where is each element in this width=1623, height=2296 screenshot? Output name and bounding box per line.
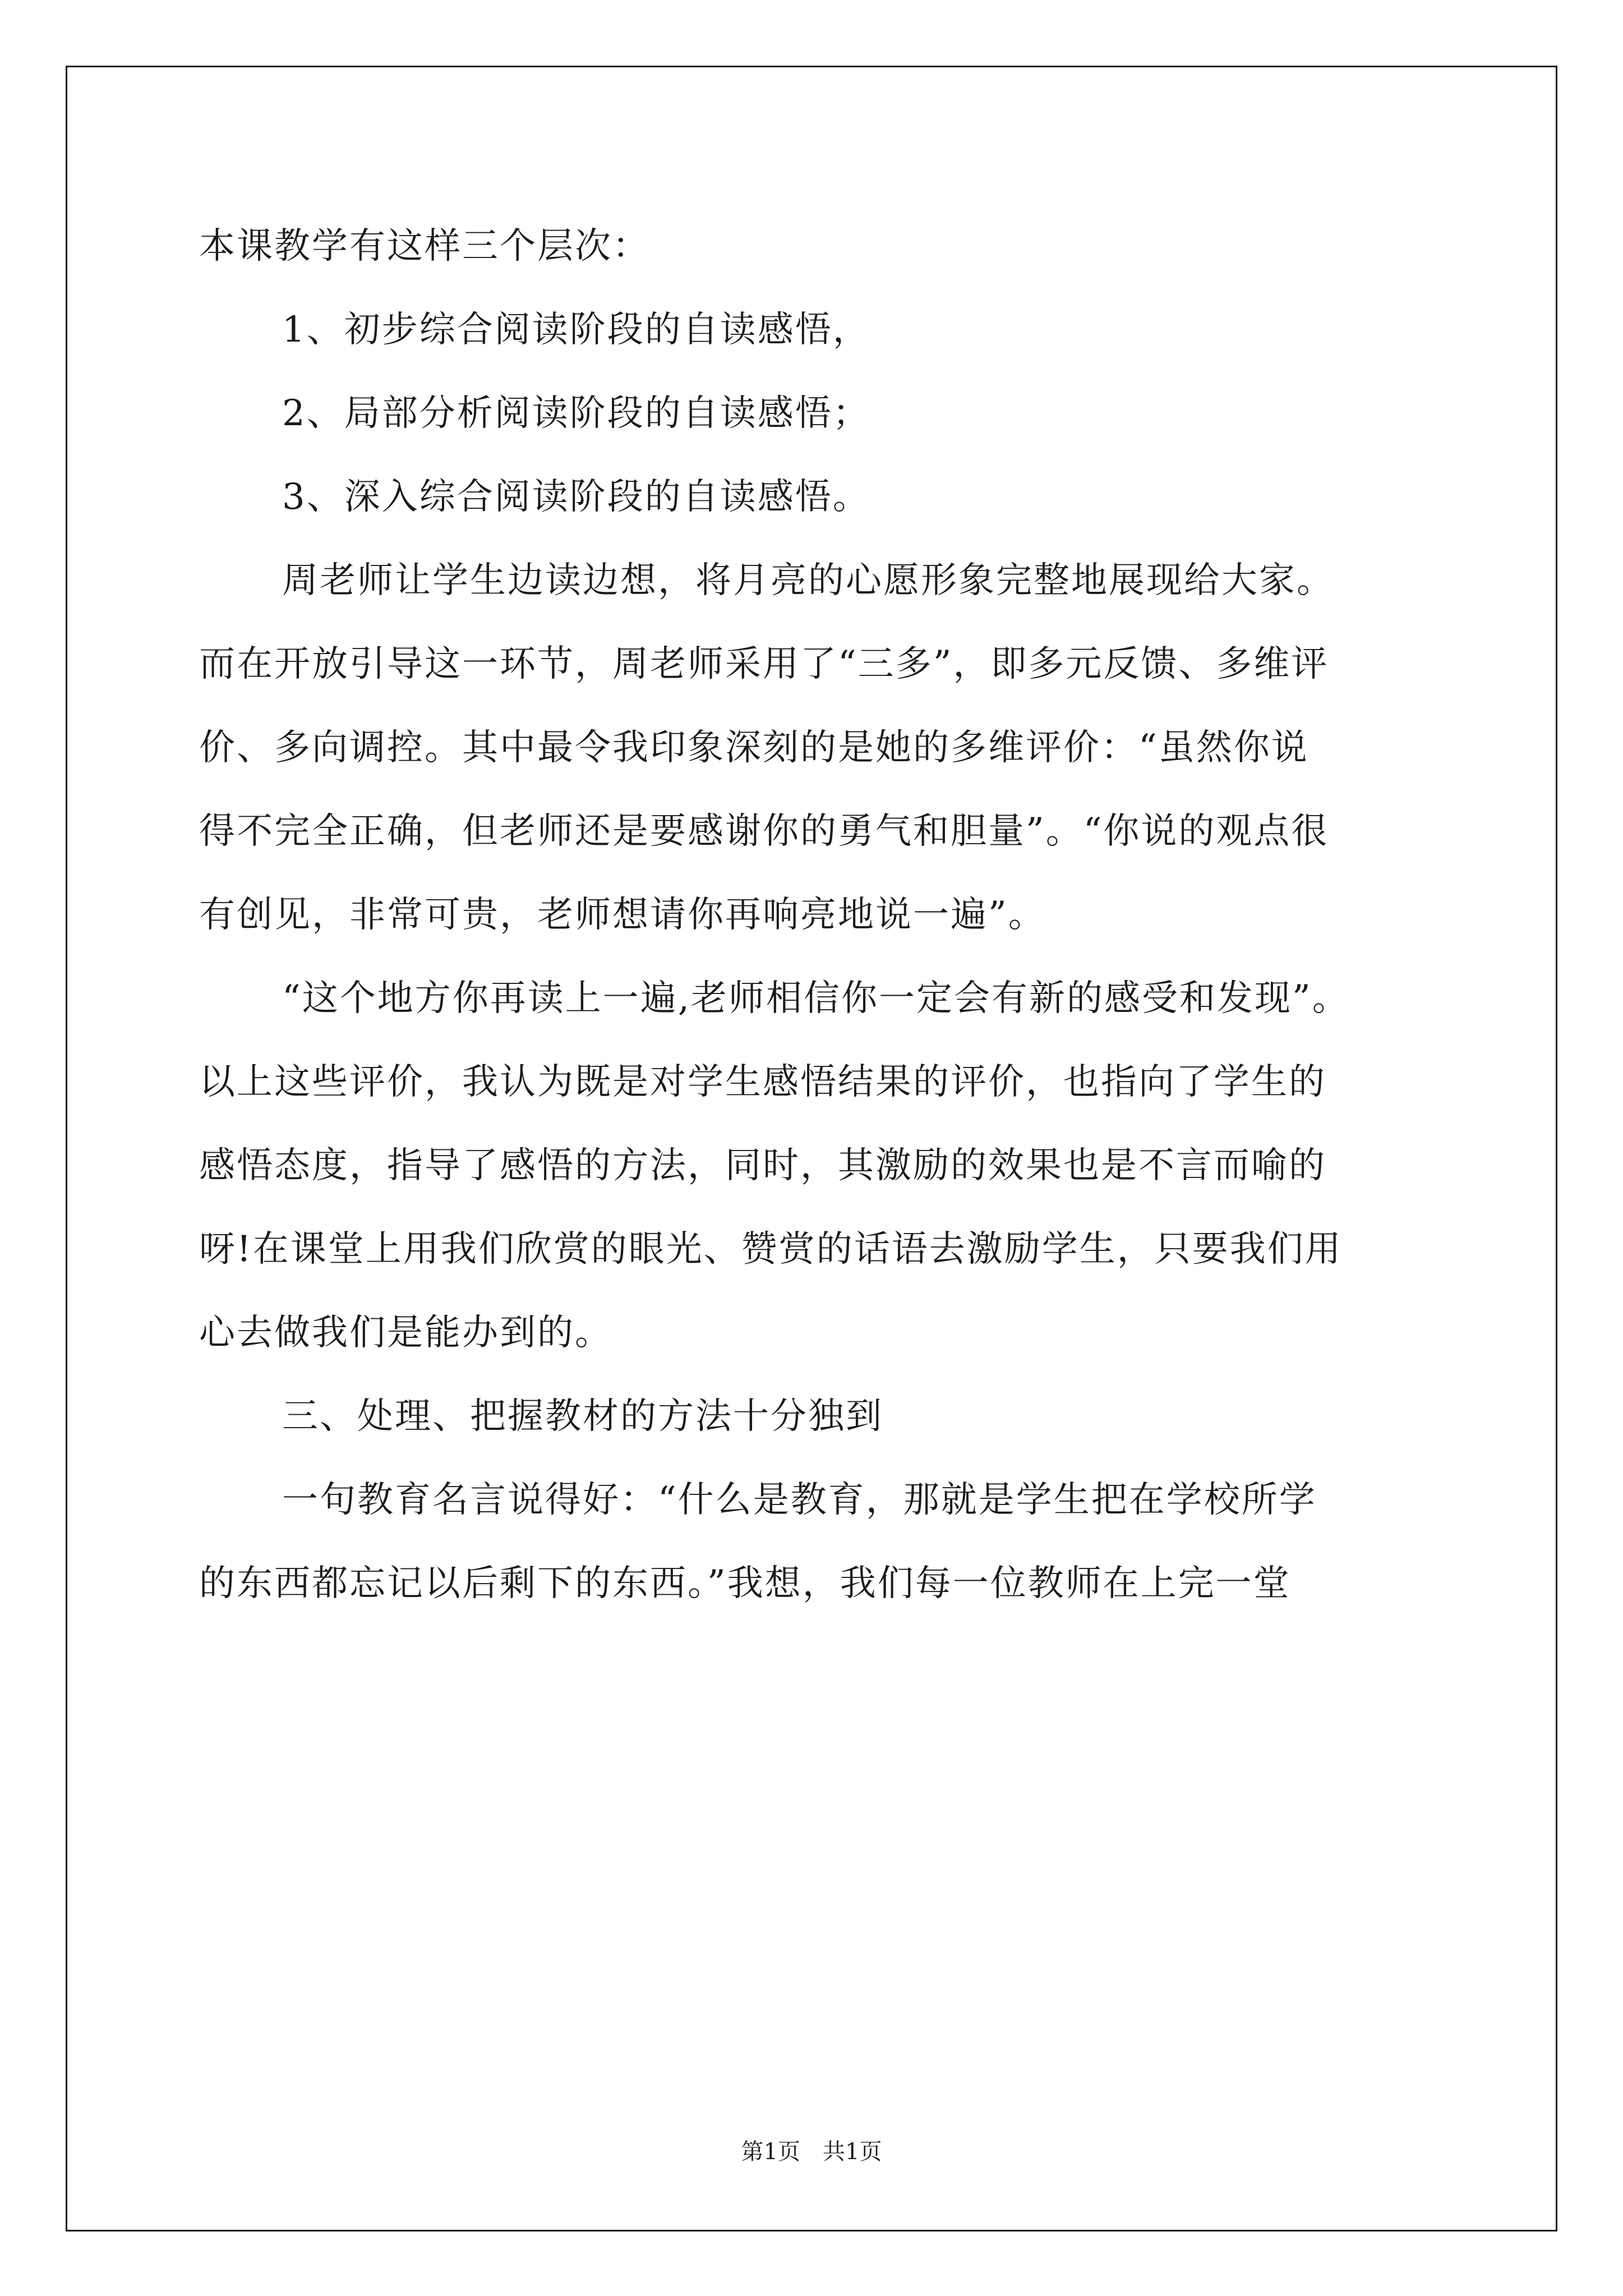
paragraph-line: 一句教育名言说得好：“什么是教育，那就是学生把在学校所学 bbox=[282, 1479, 1317, 1521]
paragraph-line: 心去做我们是能办到的。 bbox=[199, 1312, 612, 1354]
paragraph-line: 2、局部分析阅读阶段的自读感悟； bbox=[282, 393, 870, 434]
document-body bbox=[199, 205, 1455, 1626]
paragraph-line: 而在开放引导这一环节，周老师采用了“三多”，即多元反馈、多维评 bbox=[199, 643, 1329, 685]
page-number: 第1页 共1页 bbox=[741, 2139, 882, 2165]
paragraph-line: 本课教学有这样三个层次： bbox=[199, 226, 650, 267]
paragraph-line: 的东西都忘记以后剩下的东西。”我想，我们每一位教师在上完一堂 bbox=[199, 1563, 1291, 1604]
paragraph-line: 有创见，非常可贵，老师想请你再响亮地说一遍”。 bbox=[199, 894, 1046, 936]
paragraph-line: 以上这些评价，我认为既是对学生感悟结果的评价，也指向了学生的 bbox=[199, 1061, 1326, 1103]
paragraph-line: 感悟态度，指导了感悟的方法，同时，其激励的效果也是不言而喻的 bbox=[199, 1145, 1326, 1186]
paragraph-line: 得不完全正确，但老师还是要感谢你的勇气和胆量”。“你说的观点很 bbox=[199, 811, 1329, 852]
paragraph-line: 1、初步综合阅读阶段的自读感悟， bbox=[282, 309, 870, 351]
paragraph-line: 周老师让学生边读边想，将月亮的心愿形象完整地展现给大家。 bbox=[282, 560, 1334, 601]
paragraph-line: 价、多向调控。其中最令我印象深刻的是她的多维评价：“虽然你说 bbox=[199, 727, 1309, 769]
paragraph-line: 呀!在课堂上用我们欣赏的眼光、赞赏的话语去激励学生，只要我们用 bbox=[199, 1228, 1343, 1270]
section-heading: 三、处理、把握教材的方法十分独到 bbox=[282, 1396, 883, 1437]
paragraph-line: 3、深入综合阅读阶段的自读感悟。 bbox=[282, 476, 870, 518]
paragraph-line: “这个地方你再读上一遍,老师相信你一定会有新的感受和发现”。 bbox=[282, 978, 1350, 1019]
